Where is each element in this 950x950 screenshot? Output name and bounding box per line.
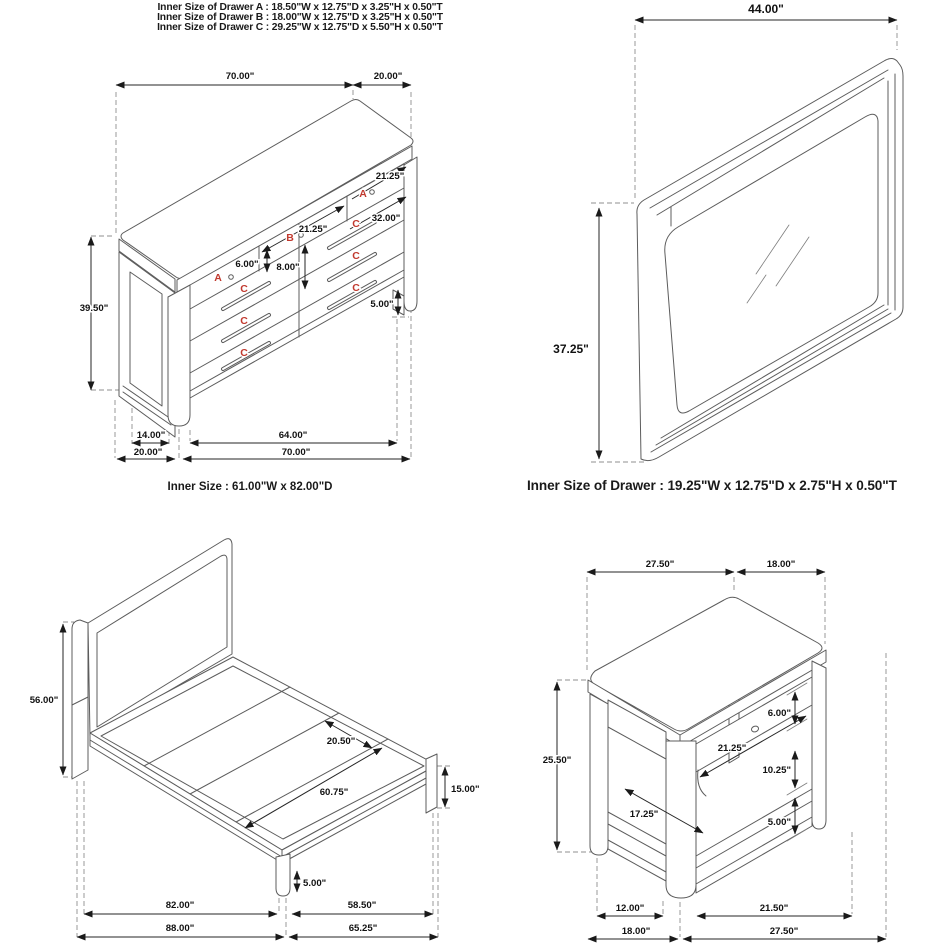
bed-outer-width-label: 65.25" — [348, 923, 378, 934]
nightstand-drawer-width-label: 21.25" — [717, 743, 747, 754]
bed-diagram — [30, 539, 480, 937]
nightstand-height-label: 25.50" — [542, 755, 572, 766]
drawer-mark-c: C — [352, 218, 360, 230]
nightstand-leg-spacing-label: 12.00" — [615, 903, 645, 914]
dresser-line-art — [119, 100, 417, 438]
drawer-knob — [229, 275, 234, 280]
drawer-mark-c: C — [240, 315, 248, 327]
dresser-top-drawer-height-label: 6.00" — [235, 259, 259, 270]
bed-slat-length-label: 60.75" — [319, 787, 349, 798]
bed-inner-width-label: 58.50" — [347, 900, 377, 911]
mirror-width-label: 44.00" — [748, 2, 784, 16]
dresser-leg-inset-label: 14.00" — [136, 430, 166, 441]
dresser-drawer-c-width-label: 32.00" — [371, 213, 401, 224]
drawer-mark-c: C — [240, 347, 248, 359]
bed-headboard-height-label: 56.00" — [29, 695, 59, 706]
dresser-inner-width-label: 64.00" — [278, 430, 308, 441]
bed-inner-size-caption: Inner Size : 61.00"W x 82.00"D — [167, 481, 333, 493]
dresser-top-width-label: 70.00" — [225, 71, 255, 82]
nightstand-bottom-width-label: 27.50" — [769, 926, 799, 937]
nightstand-drawer-height-label: 6.00" — [767, 708, 791, 719]
bed-slat-spacing-label: 20.50" — [326, 736, 356, 747]
dresser-lower-drawer-height-label: 8.00" — [276, 262, 300, 273]
nightstand-shelf-gap-label: 5.00" — [767, 817, 791, 828]
nightstand-shelf-width-label: 21.50" — [759, 903, 789, 914]
drawer-knob — [370, 190, 375, 195]
nightstand-top-width-label: 27.50" — [645, 559, 675, 570]
nightstand-shelf-depth-label: 17.25" — [629, 809, 659, 820]
dresser-top-depth-label: 20.00" — [373, 71, 403, 82]
dresser-leg-height-label: 5.00" — [370, 299, 394, 310]
nightstand-diagram — [543, 559, 886, 939]
bed-line-art — [72, 539, 437, 896]
nightstand-drawer-inner-size-caption: Inner Size of Drawer : 19.25"W x 12.75"D x 2.75"H x 0.50"T — [527, 478, 897, 493]
nightstand-shelf-clearance-label: 10.25" — [762, 765, 791, 776]
dresser-drawer-b-width-label: 21.25" — [298, 224, 328, 235]
header-line-a: Inner Size of Drawer A : 18.50"W x 12.75"D x 3.25"H x 0.50"T — [157, 2, 443, 13]
header-line-b: Inner Size of Drawer B : 18.00"W x 12.75"D x 3.25"H x 0.50"T — [157, 11, 443, 23]
header-line-c: Inner Size of Drawer C : 29.25"W x 12.75"D x 5.50"H x 0.50"T — [157, 21, 443, 33]
nightstand-top-depth-label: 18.00" — [766, 559, 796, 570]
drawer-mark-b: B — [286, 232, 294, 244]
drawer-mark-c: C — [352, 282, 360, 294]
dresser-height-label: 39.50" — [79, 303, 109, 314]
mirror-line-art — [637, 59, 903, 461]
drawer-mark-c: C — [240, 283, 248, 295]
nightstand-line-art — [588, 597, 826, 898]
dresser-bottom-depth-label: 20.00" — [133, 447, 163, 458]
bed-leg-height-label: 5.00" — [303, 878, 327, 889]
bed-inner-length-label: 82.00" — [165, 900, 195, 911]
mirror-diagram — [553, 2, 903, 462]
dresser-drawer-a-width-label: 21.25" — [375, 171, 405, 182]
bed-outer-length-label: 88.00" — [165, 923, 195, 934]
drawer-mark-a-left: A — [214, 272, 222, 284]
drawer-mark-c: C — [352, 250, 360, 262]
dresser-diagram — [80, 71, 417, 459]
nightstand-bottom-depth-label: 18.00" — [621, 926, 651, 937]
drawer-mark-a-right: A — [359, 188, 367, 200]
mirror-height-label: 37.25" — [553, 342, 589, 356]
dresser-bottom-width-label: 70.00" — [281, 447, 311, 458]
bed-footboard-height-label: 15.00" — [451, 784, 480, 795]
